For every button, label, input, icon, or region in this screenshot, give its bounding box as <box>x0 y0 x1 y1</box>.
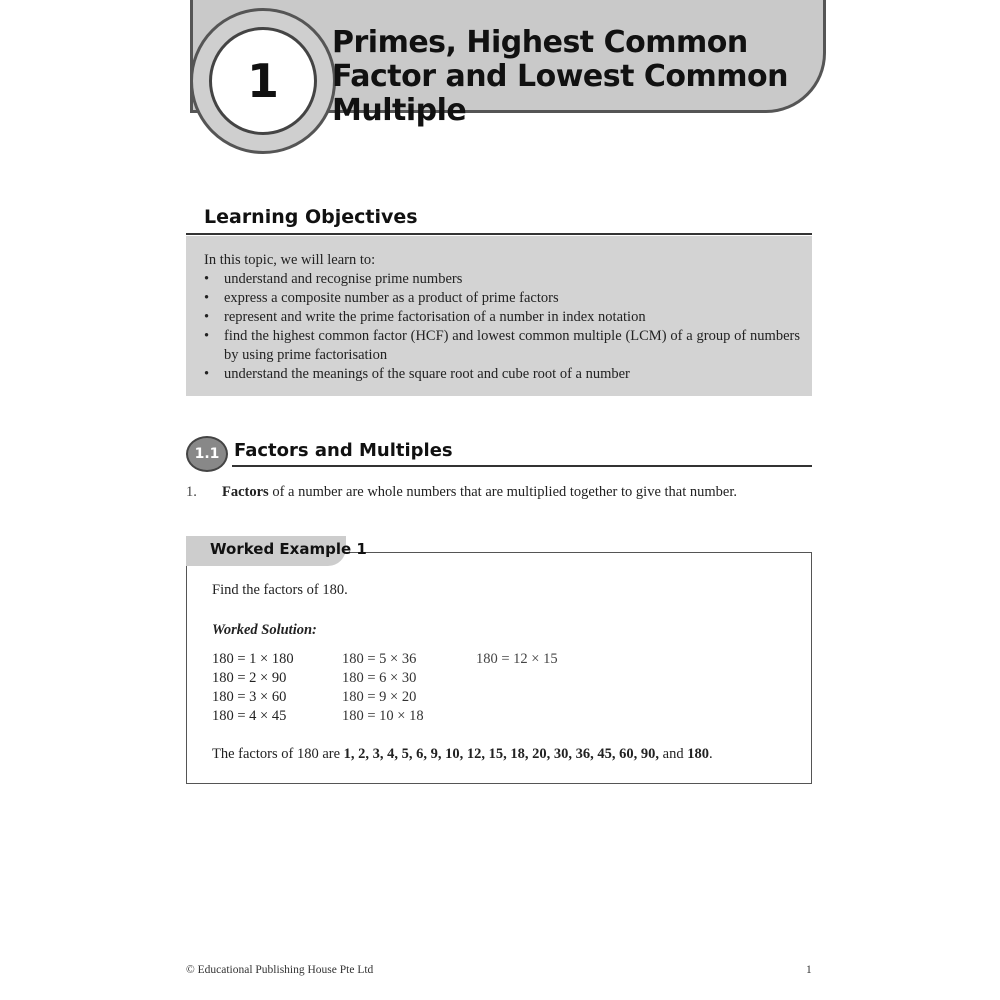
footer-copyright: © Educational Publishing House Pte Ltd <box>186 964 374 976</box>
bullet-icon: • <box>204 366 210 382</box>
answer-and: and <box>659 746 688 762</box>
learning-objectives-divider <box>186 233 812 235</box>
learning-objectives-heading: Learning Objectives <box>204 206 418 228</box>
bullet-icon: • <box>204 309 210 325</box>
chapter-number-badge-inner <box>209 27 317 135</box>
objective-text: understand the meanings of the square root and cube root of a number <box>224 366 630 382</box>
answer-end: . <box>708 746 713 762</box>
bullet-icon: • <box>204 290 210 306</box>
objective-text: find the highest common factor (HCF) and lowest common multiple (LCM) of a group of numbers by using prime factorisation <box>224 328 800 363</box>
worked-solution-label: Worked Solution: <box>212 622 317 638</box>
objective-text: represent and write the prime factorisation of a number in index notation <box>224 309 646 325</box>
definition-text <box>222 484 737 501</box>
objective-item <box>204 308 800 327</box>
learning-objectives-intro: In this topic, we will learn to: <box>204 252 376 268</box>
equation-line: 180 = 3 × 60 <box>212 689 287 705</box>
definition-term: Factors <box>222 484 269 500</box>
section-number: 1.1 <box>194 446 220 462</box>
equation-line: 180 = 4 × 45 <box>212 708 287 724</box>
objective-text: understand and recognise prime numbers <box>224 271 463 287</box>
section-title: Factors and Multiples <box>234 440 453 461</box>
learning-objectives-list <box>204 270 800 384</box>
answer-prefix: The factors of 180 are <box>212 746 344 762</box>
equation-column-2 <box>342 650 424 726</box>
answer-last: 180 <box>687 746 709 762</box>
section-number-badge <box>186 436 228 472</box>
objective-item <box>204 365 800 384</box>
definition-body: of a number are whole numbers that are multiplied together to give that number. <box>268 484 737 500</box>
equation-line: 180 = 12 × 15 <box>476 651 558 667</box>
equation-line: 180 = 2 × 90 <box>212 670 287 686</box>
equation-column-3 <box>476 650 558 669</box>
equation-line: 180 = 6 × 30 <box>342 670 417 686</box>
answer-values: 1, 2, 3, 4, 5, 6, 9, 10, 12, 15, 18, 20, 30, 36, 45, 60, 90, <box>343 746 660 762</box>
equation-line: 180 = 5 × 36 <box>342 651 417 667</box>
worked-example-question: Find the factors of 180. <box>212 582 348 598</box>
equation-column-1 <box>212 650 294 726</box>
equation-line: 180 = 1 × 180 <box>212 651 294 667</box>
bullet-icon: • <box>204 328 210 344</box>
footer-page-number: 1 <box>806 964 812 976</box>
chapter-title: Primes, Highest Common Factor and Lowest Common Multiple <box>332 25 789 128</box>
objective-item <box>204 270 800 289</box>
bullet-icon: • <box>204 271 210 287</box>
equation-line: 180 = 10 × 18 <box>342 708 424 724</box>
definition-number: 1. <box>186 484 197 500</box>
chapter-number: 1 <box>246 54 279 108</box>
worked-example-label: Worked Example 1 <box>210 540 367 558</box>
objective-item <box>204 289 800 308</box>
chapter-number-badge <box>190 8 336 154</box>
worked-example-answer <box>212 746 713 763</box>
section-divider <box>232 465 812 467</box>
equation-line: 180 = 9 × 20 <box>342 689 417 705</box>
objective-text: express a composite number as a product of prime factors <box>224 290 559 306</box>
objective-item <box>204 327 800 365</box>
